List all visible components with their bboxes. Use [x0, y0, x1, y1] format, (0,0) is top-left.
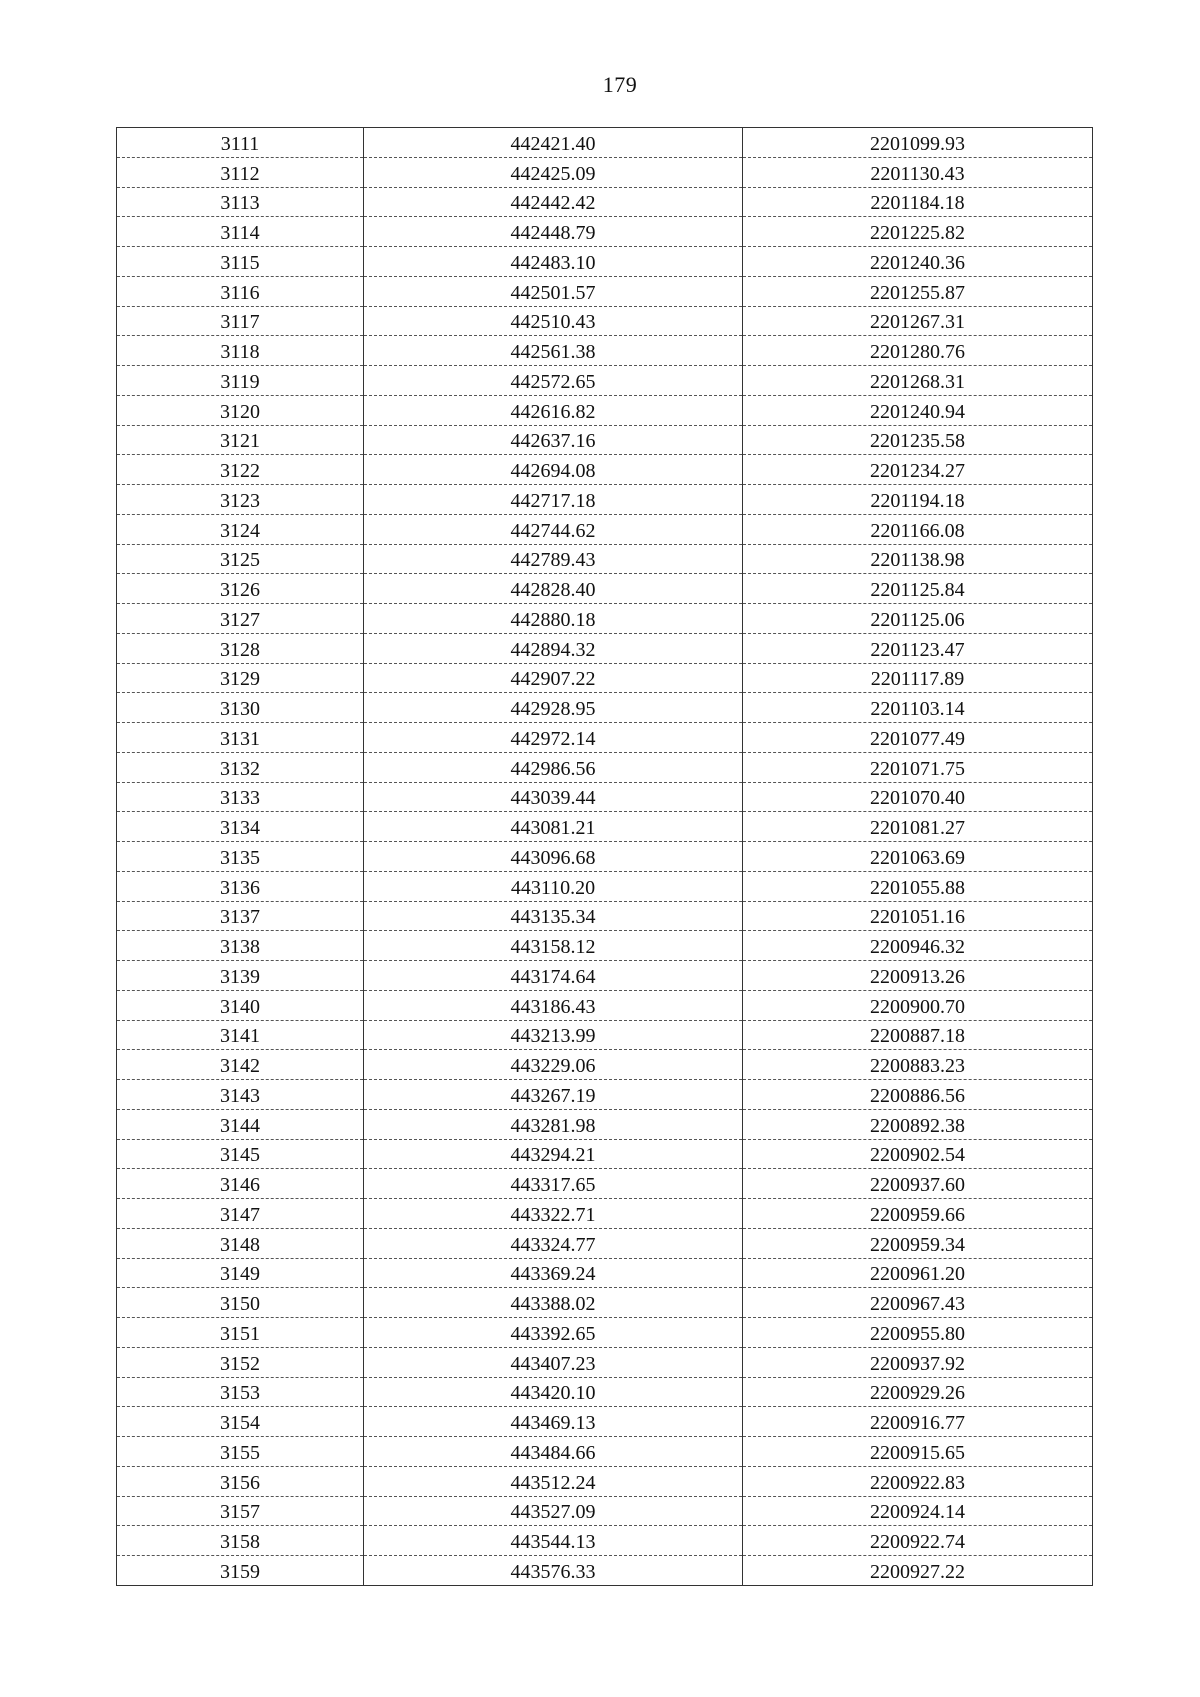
y-coordinate-cell: 2201268.31 [743, 366, 1093, 396]
point-number-cell: 3135 [117, 842, 364, 872]
table-row [117, 247, 1093, 277]
x-coordinate-cell: 442894.32 [364, 633, 743, 663]
point-number-cell: 3118 [117, 336, 364, 366]
x-coordinate-cell: 442828.40 [364, 574, 743, 604]
table-row [117, 1139, 1093, 1169]
x-coordinate-cell: 442907.22 [364, 663, 743, 693]
coordinates-table [116, 127, 1093, 1586]
point-number-cell: 3121 [117, 425, 364, 455]
table-row [117, 1080, 1093, 1110]
point-number-cell: 3145 [117, 1139, 364, 1169]
table-body [117, 128, 1093, 1586]
point-number-cell: 3134 [117, 812, 364, 842]
y-coordinate-cell: 2201081.27 [743, 812, 1093, 842]
x-coordinate-cell: 442421.40 [364, 128, 743, 158]
point-number-cell: 3127 [117, 604, 364, 634]
x-coordinate-cell: 443392.65 [364, 1318, 743, 1348]
x-coordinate-cell: 442880.18 [364, 604, 743, 634]
x-coordinate-cell: 442483.10 [364, 247, 743, 277]
point-number-cell: 3157 [117, 1496, 364, 1526]
point-number-cell: 3112 [117, 157, 364, 187]
y-coordinate-cell: 2201125.06 [743, 604, 1093, 634]
point-number-cell: 3116 [117, 276, 364, 306]
table-row [117, 1228, 1093, 1258]
point-number-cell: 3158 [117, 1526, 364, 1556]
x-coordinate-cell: 443186.43 [364, 990, 743, 1020]
point-number-cell: 3125 [117, 544, 364, 574]
table-row [117, 485, 1093, 515]
page-number: 179 [602, 72, 638, 97]
point-number-cell: 3150 [117, 1288, 364, 1318]
x-coordinate-cell: 443484.66 [364, 1437, 743, 1467]
table-row [117, 544, 1093, 574]
y-coordinate-cell: 2201280.76 [743, 336, 1093, 366]
point-number-cell: 3151 [117, 1318, 364, 1348]
table-row [117, 1377, 1093, 1407]
table-row [117, 871, 1093, 901]
y-coordinate-cell: 2200929.26 [743, 1377, 1093, 1407]
table-row [117, 1258, 1093, 1288]
y-coordinate-cell: 2201103.14 [743, 693, 1093, 723]
x-coordinate-cell: 443213.99 [364, 1020, 743, 1050]
table-row [117, 187, 1093, 217]
table-row [117, 455, 1093, 485]
y-coordinate-cell: 2201194.18 [743, 485, 1093, 515]
table-row [117, 128, 1093, 158]
y-coordinate-cell: 2201099.93 [743, 128, 1093, 158]
table-row [117, 336, 1093, 366]
x-coordinate-cell: 442572.65 [364, 366, 743, 396]
table-row [117, 276, 1093, 306]
table-row [117, 961, 1093, 991]
y-coordinate-cell: 2201125.84 [743, 574, 1093, 604]
point-number-cell: 3136 [117, 871, 364, 901]
y-coordinate-cell: 2200959.34 [743, 1228, 1093, 1258]
y-coordinate-cell: 2200892.38 [743, 1109, 1093, 1139]
y-coordinate-cell: 2201063.69 [743, 842, 1093, 872]
y-coordinate-cell: 2200937.60 [743, 1169, 1093, 1199]
y-coordinate-cell: 2201255.87 [743, 276, 1093, 306]
x-coordinate-cell: 443229.06 [364, 1050, 743, 1080]
table-row [117, 723, 1093, 753]
x-coordinate-cell: 442694.08 [364, 455, 743, 485]
x-coordinate-cell: 442561.38 [364, 336, 743, 366]
y-coordinate-cell: 2201240.94 [743, 395, 1093, 425]
point-number-cell: 3128 [117, 633, 364, 663]
table-row [117, 157, 1093, 187]
table-row [117, 990, 1093, 1020]
point-number-cell: 3117 [117, 306, 364, 336]
x-coordinate-cell: 443110.20 [364, 871, 743, 901]
point-number-cell: 3146 [117, 1169, 364, 1199]
y-coordinate-cell: 2201225.82 [743, 217, 1093, 247]
x-coordinate-cell: 443317.65 [364, 1169, 743, 1199]
table-row [117, 812, 1093, 842]
point-number-cell: 3124 [117, 514, 364, 544]
point-number-cell: 3154 [117, 1407, 364, 1437]
x-coordinate-cell: 443576.33 [364, 1556, 743, 1586]
table-row [117, 1437, 1093, 1467]
x-coordinate-cell: 442510.43 [364, 306, 743, 336]
y-coordinate-cell: 2200887.18 [743, 1020, 1093, 1050]
y-coordinate-cell: 2200927.22 [743, 1556, 1093, 1586]
y-coordinate-cell: 2201234.27 [743, 455, 1093, 485]
point-number-cell: 3113 [117, 187, 364, 217]
table-row [117, 1526, 1093, 1556]
table-row [117, 693, 1093, 723]
x-coordinate-cell: 443420.10 [364, 1377, 743, 1407]
x-coordinate-cell: 442717.18 [364, 485, 743, 515]
table-row [117, 395, 1093, 425]
y-coordinate-cell: 2201123.47 [743, 633, 1093, 663]
y-coordinate-cell: 2200915.65 [743, 1437, 1093, 1467]
point-number-cell: 3119 [117, 366, 364, 396]
table-row [117, 931, 1093, 961]
point-number-cell: 3140 [117, 990, 364, 1020]
x-coordinate-cell: 442501.57 [364, 276, 743, 306]
y-coordinate-cell: 2201130.43 [743, 157, 1093, 187]
x-coordinate-cell: 443158.12 [364, 931, 743, 961]
point-number-cell: 3122 [117, 455, 364, 485]
point-number-cell: 3130 [117, 693, 364, 723]
table-row [117, 782, 1093, 812]
x-coordinate-cell: 442744.62 [364, 514, 743, 544]
point-number-cell: 3129 [117, 663, 364, 693]
x-coordinate-cell: 442448.79 [364, 217, 743, 247]
y-coordinate-cell: 2200900.70 [743, 990, 1093, 1020]
point-number-cell: 3155 [117, 1437, 364, 1467]
point-number-cell: 3123 [117, 485, 364, 515]
x-coordinate-cell: 443527.09 [364, 1496, 743, 1526]
x-coordinate-cell: 443407.23 [364, 1347, 743, 1377]
point-number-cell: 3120 [117, 395, 364, 425]
table-row [117, 1318, 1093, 1348]
y-coordinate-cell: 2200959.66 [743, 1199, 1093, 1229]
table-row [117, 217, 1093, 247]
y-coordinate-cell: 2200886.56 [743, 1080, 1093, 1110]
table-row [117, 1050, 1093, 1080]
point-number-cell: 3115 [117, 247, 364, 277]
point-number-cell: 3139 [117, 961, 364, 991]
table-row [117, 633, 1093, 663]
x-coordinate-cell: 443322.71 [364, 1199, 743, 1229]
x-coordinate-cell: 442928.95 [364, 693, 743, 723]
y-coordinate-cell: 2200922.74 [743, 1526, 1093, 1556]
table-row [117, 514, 1093, 544]
y-coordinate-cell: 2200916.77 [743, 1407, 1093, 1437]
table-row [117, 1199, 1093, 1229]
x-coordinate-cell: 443096.68 [364, 842, 743, 872]
point-number-cell: 3153 [117, 1377, 364, 1407]
table-row [117, 1347, 1093, 1377]
y-coordinate-cell: 2200902.54 [743, 1139, 1093, 1169]
table-row [117, 1288, 1093, 1318]
x-coordinate-cell: 443544.13 [364, 1526, 743, 1556]
table-row [117, 1496, 1093, 1526]
point-number-cell: 3149 [117, 1258, 364, 1288]
point-number-cell: 3114 [117, 217, 364, 247]
point-number-cell: 3144 [117, 1109, 364, 1139]
point-number-cell: 3138 [117, 931, 364, 961]
x-coordinate-cell: 442789.43 [364, 544, 743, 574]
point-number-cell: 3143 [117, 1080, 364, 1110]
x-coordinate-cell: 443281.98 [364, 1109, 743, 1139]
x-coordinate-cell: 443369.24 [364, 1258, 743, 1288]
x-coordinate-cell: 443294.21 [364, 1139, 743, 1169]
table-row [117, 604, 1093, 634]
y-coordinate-cell: 2201267.31 [743, 306, 1093, 336]
y-coordinate-cell: 2201055.88 [743, 871, 1093, 901]
point-number-cell: 3141 [117, 1020, 364, 1050]
x-coordinate-cell: 443324.77 [364, 1228, 743, 1258]
point-number-cell: 3132 [117, 752, 364, 782]
y-coordinate-cell: 2200922.83 [743, 1466, 1093, 1496]
table-row [117, 574, 1093, 604]
y-coordinate-cell: 2200913.26 [743, 961, 1093, 991]
point-number-cell: 3133 [117, 782, 364, 812]
point-number-cell: 3126 [117, 574, 364, 604]
x-coordinate-cell: 443135.34 [364, 901, 743, 931]
y-coordinate-cell: 2200961.20 [743, 1258, 1093, 1288]
table-row [117, 306, 1093, 336]
y-coordinate-cell: 2201077.49 [743, 723, 1093, 753]
y-coordinate-cell: 2201240.36 [743, 247, 1093, 277]
y-coordinate-cell: 2201117.89 [743, 663, 1093, 693]
y-coordinate-cell: 2200967.43 [743, 1288, 1093, 1318]
point-number-cell: 3142 [117, 1050, 364, 1080]
x-coordinate-cell: 442442.42 [364, 187, 743, 217]
x-coordinate-cell: 442425.09 [364, 157, 743, 187]
y-coordinate-cell: 2201071.75 [743, 752, 1093, 782]
x-coordinate-cell: 443039.44 [364, 782, 743, 812]
table-row [117, 752, 1093, 782]
y-coordinate-cell: 2200883.23 [743, 1050, 1093, 1080]
x-coordinate-cell: 442972.14 [364, 723, 743, 753]
point-number-cell: 3137 [117, 901, 364, 931]
table-row [117, 901, 1093, 931]
x-coordinate-cell: 442637.16 [364, 425, 743, 455]
table-row [117, 663, 1093, 693]
y-coordinate-cell: 2201070.40 [743, 782, 1093, 812]
point-number-cell: 3159 [117, 1556, 364, 1586]
table-row [117, 1407, 1093, 1437]
table-row [117, 1169, 1093, 1199]
x-coordinate-cell: 442616.82 [364, 395, 743, 425]
x-coordinate-cell: 443267.19 [364, 1080, 743, 1110]
y-coordinate-cell: 2201184.18 [743, 187, 1093, 217]
point-number-cell: 3152 [117, 1347, 364, 1377]
x-coordinate-cell: 443081.21 [364, 812, 743, 842]
y-coordinate-cell: 2200924.14 [743, 1496, 1093, 1526]
x-coordinate-cell: 443469.13 [364, 1407, 743, 1437]
point-number-cell: 3147 [117, 1199, 364, 1229]
table-row [117, 1020, 1093, 1050]
y-coordinate-cell: 2200946.32 [743, 931, 1093, 961]
point-number-cell: 3148 [117, 1228, 364, 1258]
y-coordinate-cell: 2201235.58 [743, 425, 1093, 455]
point-number-cell: 3131 [117, 723, 364, 753]
x-coordinate-cell: 443512.24 [364, 1466, 743, 1496]
x-coordinate-cell: 443388.02 [364, 1288, 743, 1318]
x-coordinate-cell: 442986.56 [364, 752, 743, 782]
y-coordinate-cell: 2201166.08 [743, 514, 1093, 544]
y-coordinate-cell: 2201138.98 [743, 544, 1093, 574]
table-row [117, 1466, 1093, 1496]
y-coordinate-cell: 2200955.80 [743, 1318, 1093, 1348]
point-number-cell: 3156 [117, 1466, 364, 1496]
y-coordinate-cell: 2200937.92 [743, 1347, 1093, 1377]
table-row [117, 425, 1093, 455]
point-number-cell: 3111 [117, 128, 364, 158]
table-row [117, 1109, 1093, 1139]
x-coordinate-cell: 443174.64 [364, 961, 743, 991]
y-coordinate-cell: 2201051.16 [743, 901, 1093, 931]
table-row [117, 1556, 1093, 1586]
table-row [117, 366, 1093, 396]
table-row [117, 842, 1093, 872]
